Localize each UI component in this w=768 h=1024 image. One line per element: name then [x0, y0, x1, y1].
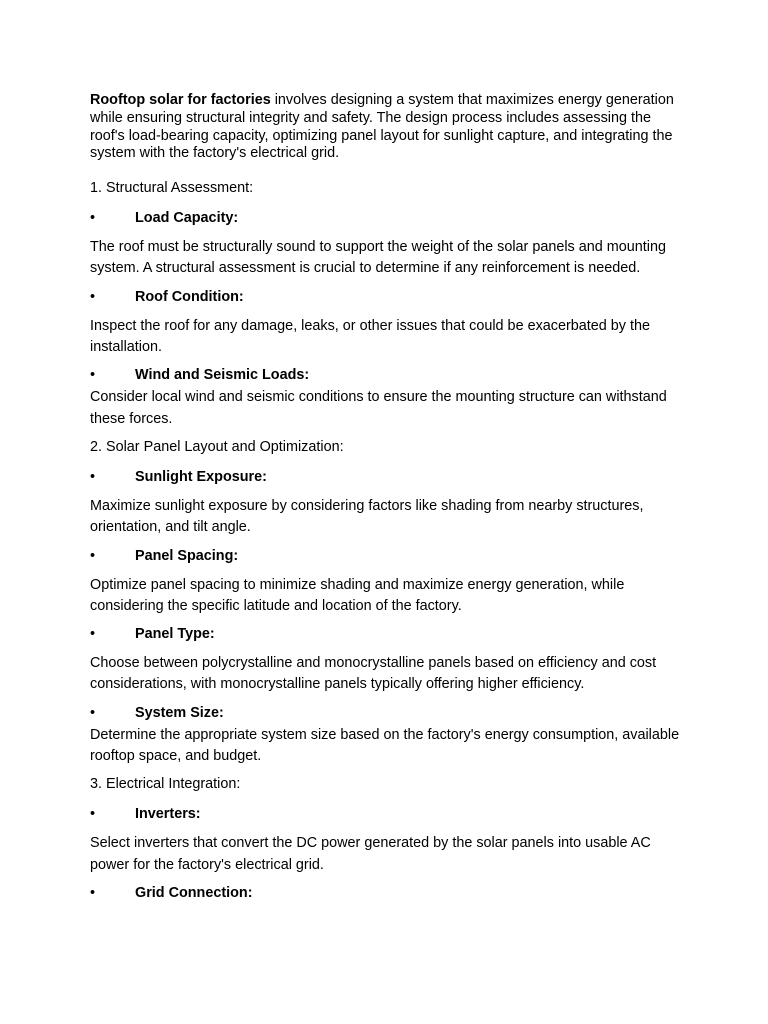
- bullet-glyph: •: [90, 547, 96, 564]
- bullet-glyph: •: [90, 626, 96, 643]
- bullet-title: Panel Spacing:: [135, 547, 239, 564]
- intro-text: involves designing a system that maximizes energy generation while ensuring structural integrity and safety. The design process includes assessing the roof's load-bearing capacity, optimizing panel layout for sunlight capture, and integrating the system with the factory's electrical grid.: [90, 92, 674, 162]
- section-heading-electrical: 3. Electrical Integration:: [90, 776, 241, 793]
- paragraph-sunlight-exposure: Maximize sunlight exposure by considering factors like shading from nearby structures, orientation, and tilt angle.: [90, 497, 644, 536]
- bullet-title: Sunlight Exposure:: [135, 468, 267, 485]
- paragraph-system-size: Determine the appropriate system size based on the factory's energy consumption, available rooftop space, and budget.: [90, 726, 680, 765]
- paragraph-roof-condition: Inspect the roof for any damage, leaks, or other issues that could be exacerbated by the installation.: [90, 317, 650, 356]
- bullet-wind-seismic: [90, 366, 680, 384]
- bullet-title: Grid Connection:: [135, 884, 253, 901]
- bullet-glyph: •: [90, 288, 96, 305]
- paragraph-load-capacity: The roof must be structurally sound to support the weight of the solar panels and mounting system. A structural assessment is crucial to determine if any reinforcement is needed.: [90, 239, 666, 277]
- bullet-glyph: •: [90, 468, 96, 485]
- bullet-glyph: •: [90, 704, 96, 721]
- bullet-panel-spacing: [90, 547, 680, 565]
- bullet-title: Inverters:: [135, 806, 201, 823]
- bullet-glyph: •: [90, 806, 96, 823]
- bullet-title: Load Capacity:: [135, 210, 239, 227]
- bullet-glyph: •: [90, 884, 96, 901]
- bullet-roof-condition: [90, 288, 680, 306]
- bullet-sunlight-exposure: [90, 468, 680, 486]
- paragraph-panel-spacing: Optimize panel spacing to minimize shading and maximize energy generation, while considering the specific latitude and location of the factory.: [90, 576, 625, 614]
- paragraph-inverters: Select inverters that convert the DC power generated by the solar panels into usable AC power for the factory's electrical grid.: [90, 835, 651, 873]
- paragraph-panel-type: Choose between polycrystalline and monocrystalline panels based on efficiency and cost considerations, with monocrystalline panels typically offering higher efficiency.: [90, 655, 657, 693]
- bullet-panel-type: [90, 625, 680, 643]
- bullet-title: System Size:: [135, 704, 224, 721]
- intro-paragraph: [90, 92, 680, 163]
- paragraph-wind-seismic: Consider local wind and seismic conditions to ensure the mounting structure can withstand these forces.: [90, 389, 667, 427]
- bullet-inverters: [90, 805, 680, 823]
- bullet-system-size: [90, 704, 680, 722]
- bullet-title: Roof Condition:: [135, 288, 244, 305]
- section-heading-layout: 2. Solar Panel Layout and Optimization:: [90, 438, 344, 455]
- bullet-grid-connection: [90, 884, 680, 902]
- bullet-title: Panel Type:: [135, 626, 215, 643]
- bullet-title: Wind and Seismic Loads:: [135, 367, 310, 384]
- bullet-glyph: •: [90, 367, 96, 384]
- document-page: [90, 92, 680, 912]
- section-heading-structural: 1. Structural Assessment:: [90, 180, 254, 197]
- intro-bold-lead: Rooftop solar for factories: [90, 92, 271, 108]
- bullet-load-capacity: [90, 209, 680, 227]
- bullet-glyph: •: [90, 210, 96, 227]
